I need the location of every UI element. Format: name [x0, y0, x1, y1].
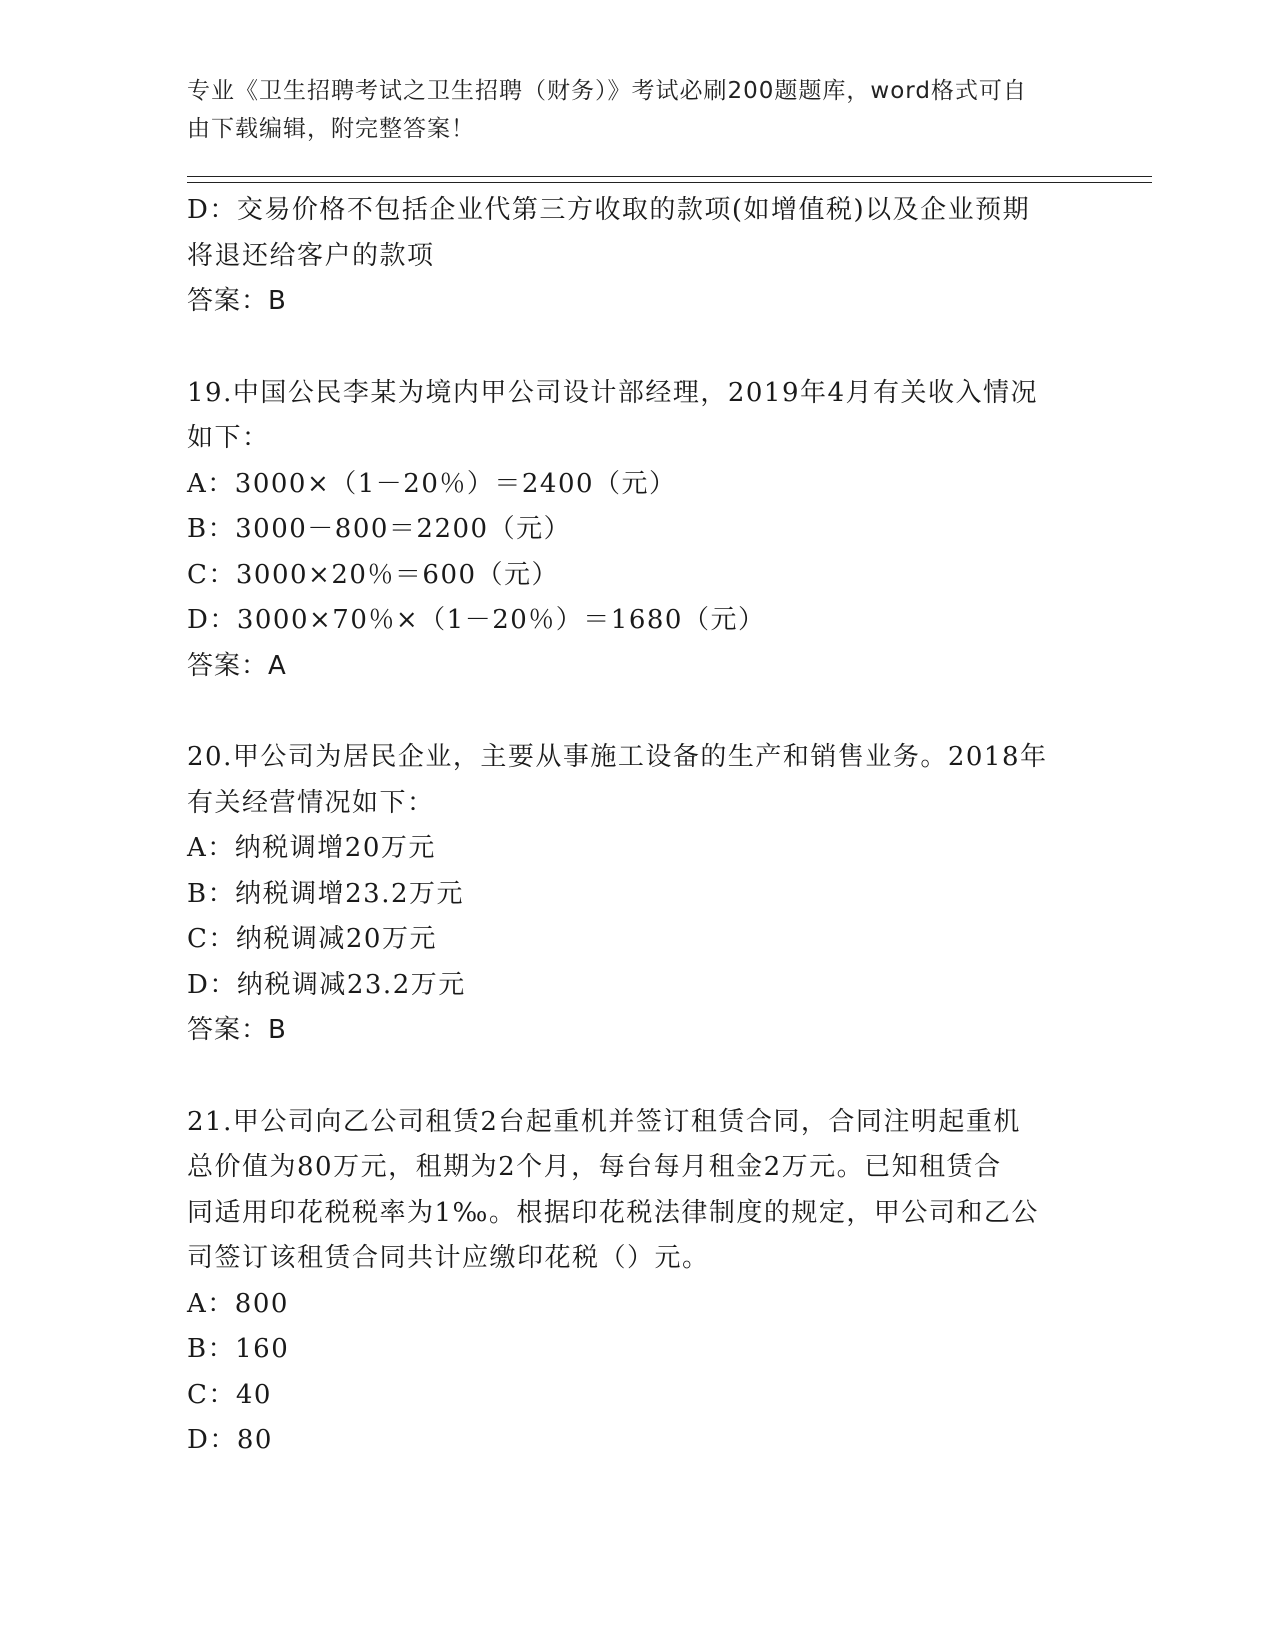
option-b: B：160 — [187, 1334, 290, 1364]
header-line-2: 由下载编辑，附完整答案！ — [187, 116, 475, 142]
option-d: D：交易价格不包括企业代第三方收取的款项(如增值税)以及企业预期 — [187, 195, 1031, 225]
spacer — [187, 325, 1087, 371]
option-d-continued: 将退还给客户的款项 — [187, 240, 435, 271]
document-header — [187, 72, 1067, 148]
question-stem-continued: 司签订该租赁合同共计应缴印花税（）元。 — [187, 1243, 710, 1273]
question-block-18 — [187, 188, 1087, 325]
answer-line: 答案：B — [187, 286, 287, 316]
answer-line: 答案：A — [187, 650, 287, 681]
option-a: A：3000×（1－20％）＝2400（元） — [187, 468, 677, 499]
question-stem: 20.甲公司为居民企业，主要从事施工设备的生产和销售业务。2018年 — [187, 742, 1048, 772]
question-block-19 — [187, 371, 1087, 690]
question-block-20 — [187, 735, 1087, 1054]
spacer — [187, 1054, 1087, 1100]
option-b: B：3000－800＝2200（元） — [187, 514, 572, 544]
question-stem: 19.中国公民李某为境内甲公司设计部经理，2019年4月有关收入情况 — [187, 377, 1039, 408]
option-d: D：3000×70％×（1－20％）＝1680（元） — [187, 605, 766, 635]
header-divider-bottom — [187, 182, 1152, 183]
header-line-1: 专业《卫生招聘考试之卫生招聘（财务）》考试必刷200题题库，word格式可自 — [187, 78, 1027, 104]
question-stem: 21.甲公司向乙公司租赁2台起重机并签订租赁合同，合同注明起重机 — [187, 1106, 1021, 1137]
option-c: C：纳税调减20万元 — [187, 924, 437, 954]
answer-line: 答案：B — [187, 1015, 287, 1045]
question-stem-continued: 如下： — [187, 423, 270, 453]
option-b: B：纳税调增23.2万元 — [187, 878, 464, 909]
option-c: C：40 — [187, 1379, 272, 1410]
question-block-21 — [187, 1100, 1087, 1464]
question-list — [187, 188, 1087, 1464]
option-a: A：纳税调增20万元 — [187, 833, 436, 863]
option-a: A：800 — [187, 1288, 289, 1319]
question-stem-continued: 总价值为80万元，租期为2个月，每台每月租金2万元。已知租赁合 — [187, 1152, 1002, 1182]
option-d: D：80 — [187, 1425, 273, 1455]
spacer — [187, 689, 1087, 735]
option-d: D：纳税调减23.2万元 — [187, 969, 466, 1000]
question-stem-continued: 有关经营情况如下： — [187, 787, 435, 818]
option-c: C：3000×20％＝600（元） — [187, 559, 560, 590]
header-divider-top — [187, 176, 1152, 177]
question-stem-continued: 同适用印花税税率为1‰。根据印花税法律制度的规定，甲公司和乙公 — [187, 1197, 1039, 1228]
